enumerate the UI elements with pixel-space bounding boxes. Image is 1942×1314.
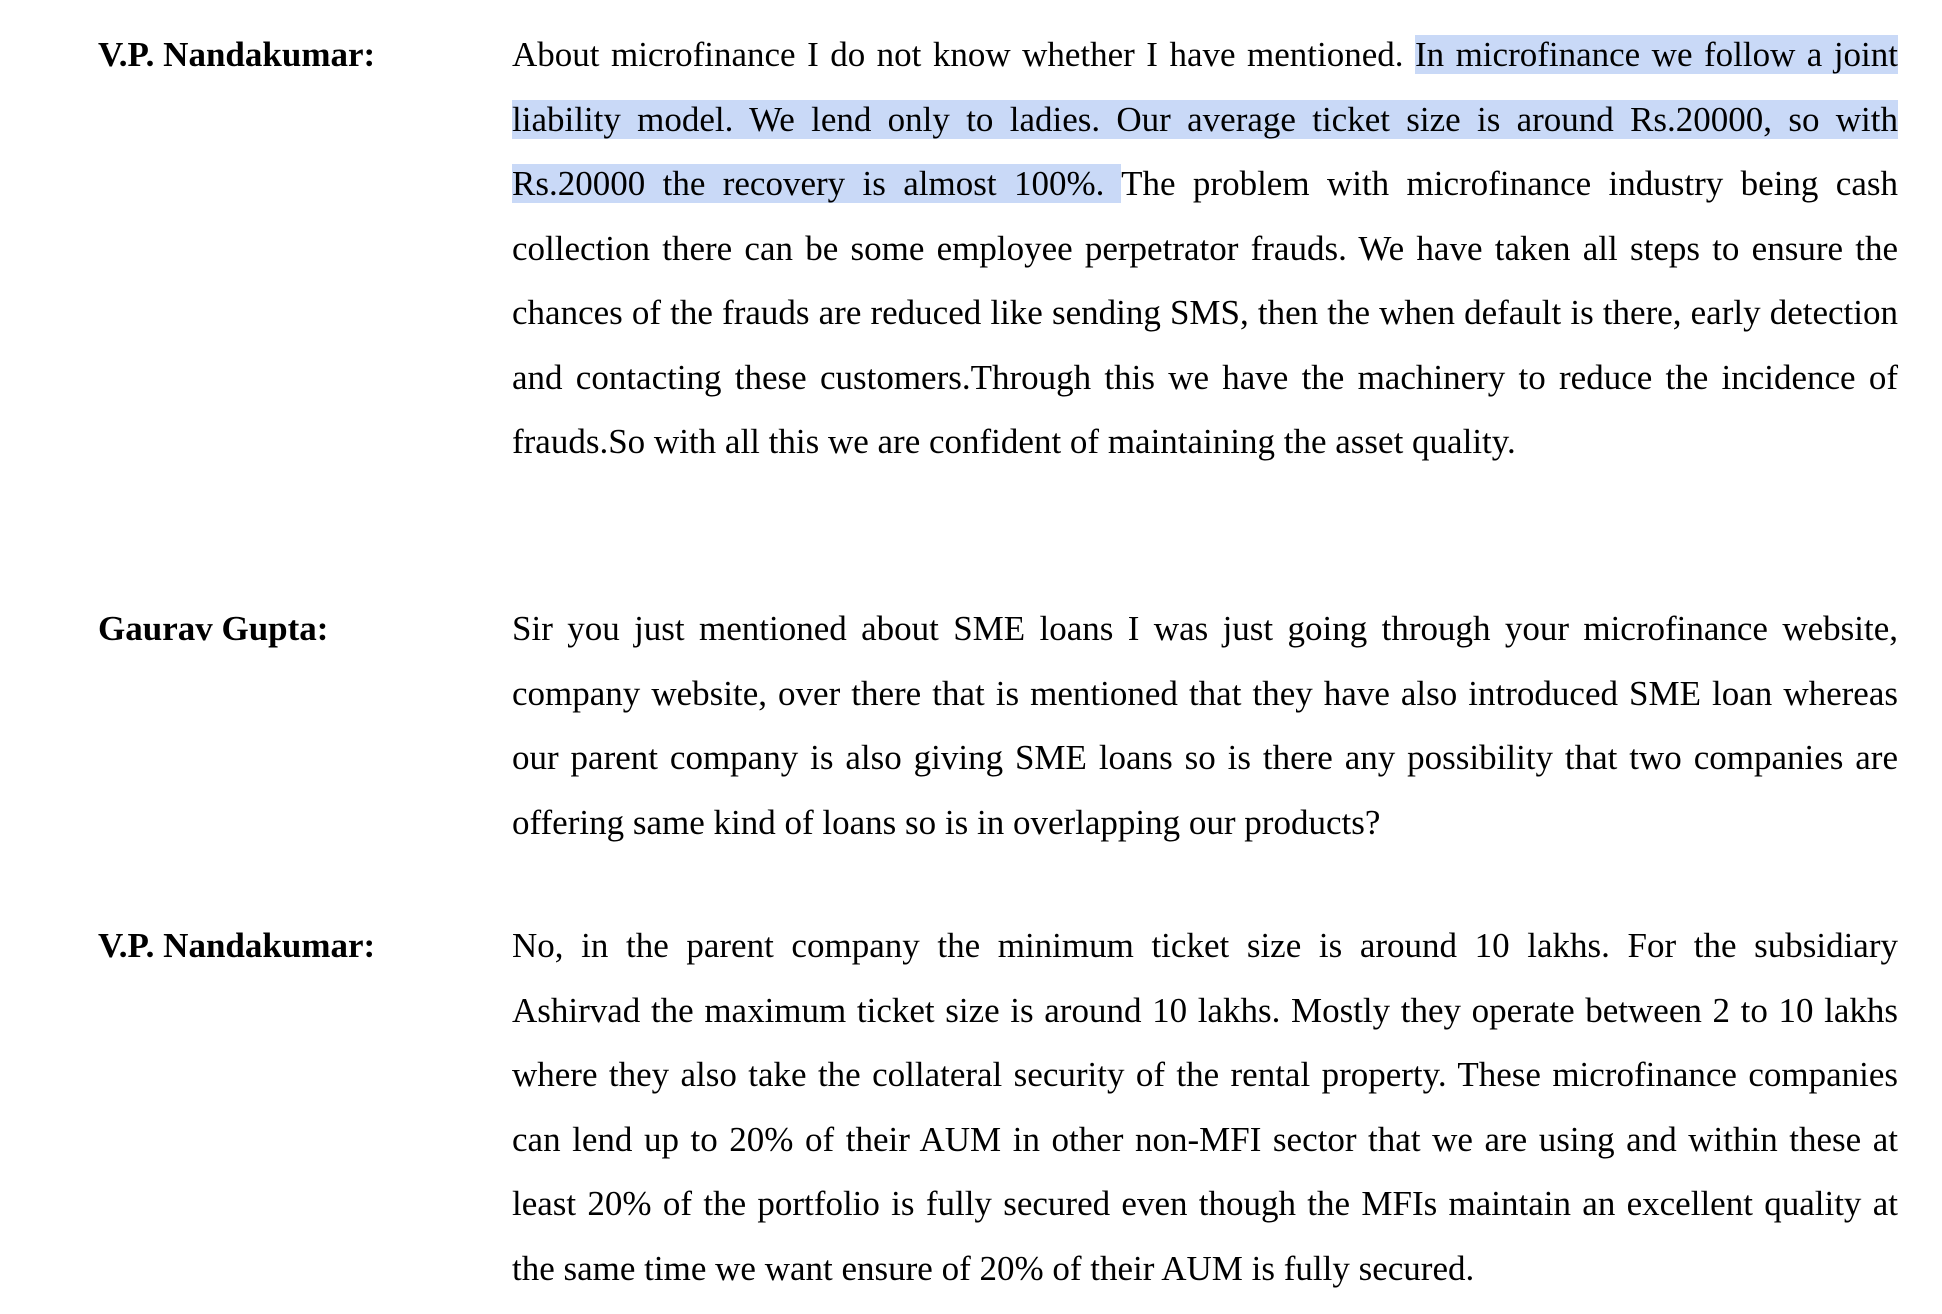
speaker-text[interactable] xyxy=(512,23,1898,475)
speaker-name: V.P. Nandakumar: xyxy=(98,926,376,965)
speaker-text[interactable]: Sir you just mentioned about SME loans I was just going through your microfinance website, company website, over there that is mentioned that they have also introduced SME loan whereas our parent company is also giving SME loans so is there any possibility that two companies are offering same kind of loans so is in overlapping our products? xyxy=(512,609,1898,842)
speaker-text[interactable]: No, in the parent company the minimum ticket size is around 10 lakhs. For the subsidiary Ashirvad the maximum ticket size is around 10 lakhs. Mostly they operate between 2 to 10 lakhs where they also take the collateral security of the rental property. These microfinance companies can lend up to 20% of their AUM in other non-MFI sector that we are using and within these at least 20% of the portfolio is fully secured even though the MFIs maintain an excellent quality at the same time we want ensure of 20% of their AUM is fully secured. xyxy=(512,926,1898,1288)
speaker-name: Gaurav Gupta: xyxy=(98,609,329,648)
text-segment[interactable]: About microfinance I do not know whether I have mentioned. xyxy=(512,35,1415,74)
speaker-name: V.P. Nandakumar: xyxy=(98,35,376,74)
text-segment[interactable]: The problem with microfinance industry being cash collection there can be some employee perpetrator frauds. We have taken all steps to ensure the chances of the frauds are reduced like sending SMS, then the when default is there, early detection and contacting these customers.Through this we have the machinery to reduce the incidence of frauds.So with all this we are confident of maintaining the asset quality. xyxy=(512,164,1898,461)
selected-text[interactable]: In microfinance we follow a joint liability model. We lend only to ladies. Our average ticket size is around Rs.20000, so with Rs.20000 the recovery is almost 100%. xyxy=(512,35,1898,203)
